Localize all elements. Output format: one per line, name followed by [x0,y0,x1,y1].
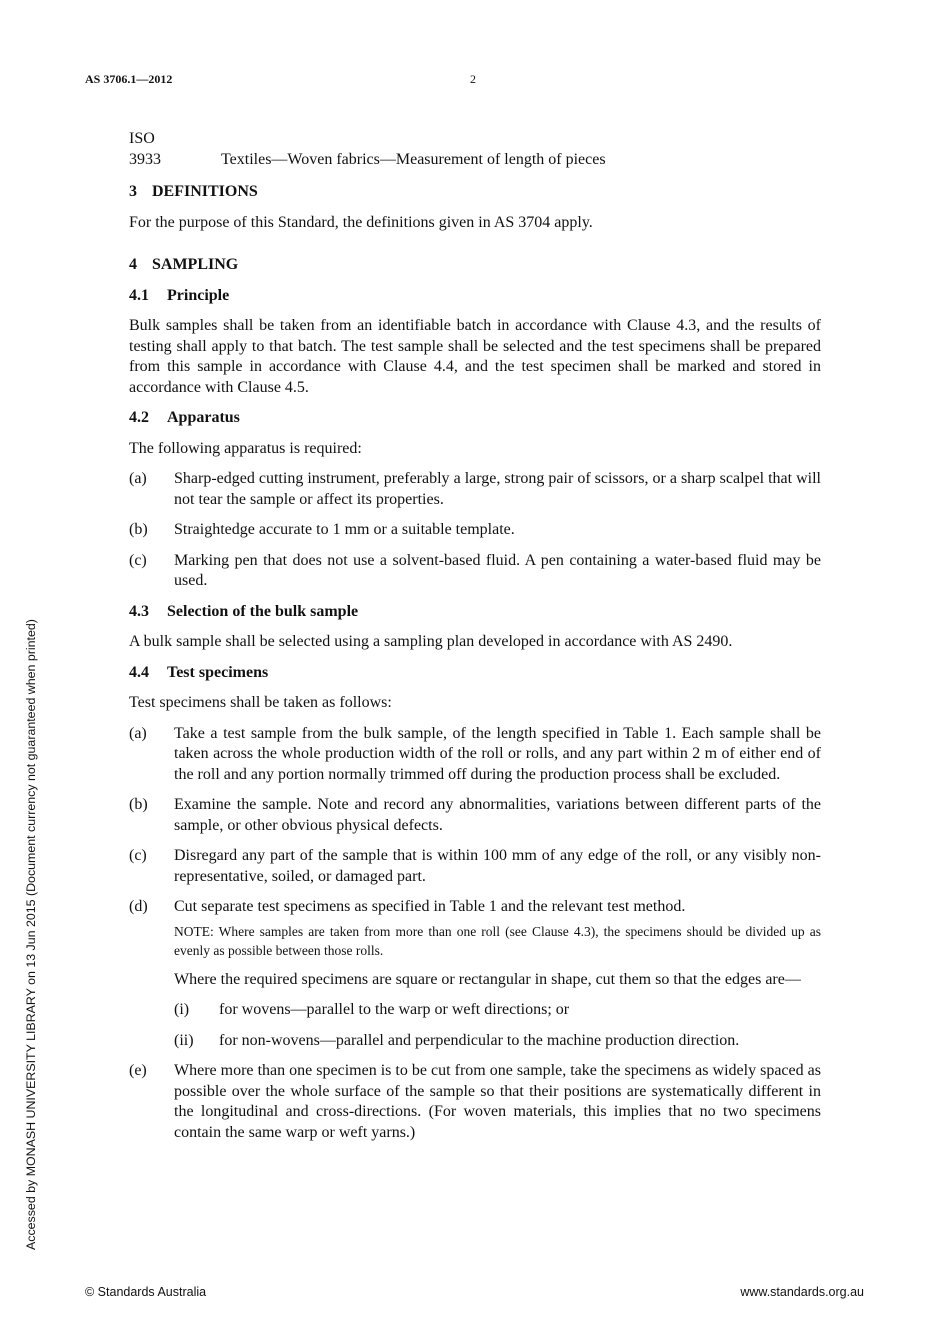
clause-4-3-heading [129,602,821,623]
list-marker: (a) [129,470,147,487]
section-4-heading [129,255,821,276]
clause-4-1-title: Principle [167,286,230,304]
footer-copyright: © Standards Australia [85,1285,207,1299]
list-item [129,520,821,541]
clause-4-2-heading [129,408,821,429]
section-4-title: SAMPLING [152,256,239,273]
clause-4-3-text: A bulk sample shall be selected using a sampling plan developed in accordance with AS 2490. [129,633,733,650]
clause-4-2-number: 4.2 [129,409,149,426]
reference-code-line2: 3933 [129,150,161,168]
footer-website[interactable]: www.standards.org.au [740,1285,864,1299]
section-4-number: 4 [129,256,137,273]
list-item [129,724,821,786]
sub-list-item [174,1031,821,1052]
clause-4-2-title: Apparatus [167,409,240,426]
list-item [129,795,821,836]
list-item [129,1061,821,1143]
clause-4-1-heading [129,286,821,307]
list-text: Straightedge accurate to 1 mm or a suitable template. [174,521,515,538]
page-number: 2 [470,72,476,86]
list-item [129,897,821,1051]
clause-4-1-number: 4.1 [129,286,149,304]
list-item [129,846,821,887]
list-marker: (c) [129,847,147,864]
clause-4-2-intro: The following apparatus is required: [129,439,362,457]
section-3-text: For the purpose of this Standard, the definitions given in AS 3704 apply. [129,213,593,231]
note-text: NOTE: Where samples are taken from more than one roll (see Clause 4.3), the specimens should be divided up as evenly as possible between those rolls. [174,923,821,958]
sub-list-marker: (ii) [174,1031,194,1049]
sub-list-text: for wovens—parallel to the warp or weft directions; or [219,1001,570,1018]
list-marker: (a) [129,724,147,742]
reference-title: Textiles—Woven fabrics—Measurement of length of pieces [221,150,606,168]
list-text: Cut separate test specimens as specified in Table 1 and the relevant test method. [174,898,686,915]
list-text: Where more than one specimen is to be cut from one sample, take the specimens as widely spaced as possible over the whole surface of the sample so that their positions are systematically different in the longitudinal and cross-directions. (For woven materials, this implies that no two specimens contain the same warp or weft yarns.) [174,1062,821,1141]
list-text: Examine the sample. Note and record any abnormalities, variations between different parts of the sample, or other obvious physical defects. [174,796,821,834]
list-text: Disregard any part of the sample that is within 100 mm of any edge of the roll, or any visibly non-representative, soiled, or damaged part. [174,847,821,885]
list-item [129,469,821,510]
clause-4-3-title: Selection of the bulk sample [167,602,359,620]
access-notice: Accessed by MONASH UNIVERSITY LIBRARY on 13 Jun 2015 (Document currency not guaranteed when printed) [24,619,38,1250]
list-text: Take a test sample from the bulk sample, of the length specified in Table 1. Each sample shall be taken across the whole production width of the roll or rolls, and any part within 2 m of either end of the roll and any portion normally trimmed off during the production process shall be excluded. [174,724,821,783]
reference-code-line1: ISO [129,130,155,147]
clause-4-4-title: Test specimens [167,663,269,681]
clause-4-4-number: 4.4 [129,663,149,681]
list-marker: (c) [129,551,147,569]
section-3-number: 3 [129,183,137,200]
specimen-edges-para: Where the required specimens are square or rectangular in shape, cut them so that the edges are— [174,970,801,988]
section-3-title: DEFINITIONS [152,183,258,200]
sub-list-marker: (i) [174,1001,190,1018]
list-marker: (b) [129,796,148,813]
clause-4-3-number: 4.3 [129,602,149,620]
list-marker: (b) [129,521,148,538]
reference-entry [129,129,821,170]
list-text: Marking pen that does not use a solvent-based fluid. A pen containing a water-based fluid may be used. [174,551,821,589]
section-3-heading [129,182,821,203]
sub-list-item [174,1000,821,1021]
document-body [129,129,821,1143]
standard-id: AS 3706.1—2012 [85,72,173,86]
list-item [129,551,821,592]
clause-4-1-text: Bulk samples shall be taken from an identifiable batch in accordance with Clause 4.3, and the results of testing shall apply to that batch. The test sample shall be selected and the test specimens shall be prepared from this sample in accordance with Clause 4.4, and the test specimen shall be marked and stored in accordance with Clause 4.5. [129,317,821,396]
clause-4-4-heading [129,663,821,684]
list-marker: (e) [129,1062,147,1079]
clause-4-4-intro: Test specimens shall be taken as follows: [129,694,392,711]
list-marker: (d) [129,898,148,915]
list-item-d-body [174,897,821,1051]
list-text: Sharp-edged cutting instrument, preferably a large, strong pair of scissors, or a sharp scalpel that will not tear the sample or affect its properties. [174,470,821,508]
sub-list-text: for non-wovens—parallel and perpendicular to the machine production direction. [219,1031,740,1049]
